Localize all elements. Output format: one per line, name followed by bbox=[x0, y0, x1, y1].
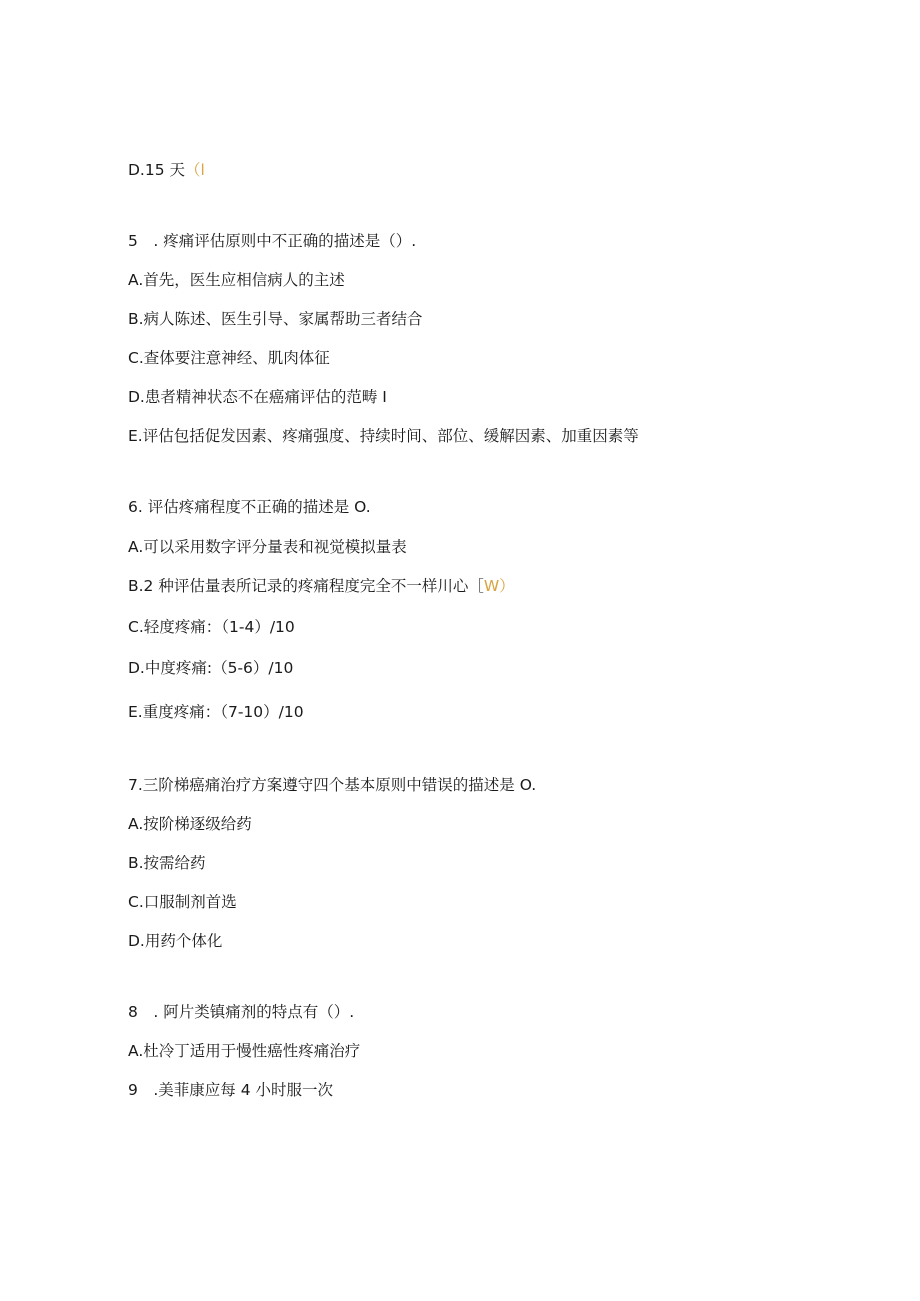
option-line: B.按需给药 bbox=[128, 854, 206, 872]
question-line: 5 . 疼痛评估原则中不正确的描述是（）. bbox=[128, 232, 417, 250]
option-line: D.15 天（l bbox=[128, 161, 205, 179]
option-line: B.病人陈述、医生引导、家属帮助三者结合 bbox=[128, 310, 423, 328]
option-line: D.用药个体化 bbox=[128, 932, 223, 950]
option-line: A.杜冷丁适用于慢性癌性疼痛治疗 bbox=[128, 1042, 361, 1060]
option-line: A.首先，医生应相信病人的主述 bbox=[128, 271, 345, 289]
option-line: C.口服制剂首选 bbox=[128, 893, 237, 911]
question-line: 9 .美菲康应每 4 小时服一次 bbox=[128, 1081, 334, 1099]
option-line: E.重度疼痛：（7-10）/10 bbox=[128, 703, 304, 721]
option-line: C.查体要注意神经、肌肉体征 bbox=[128, 349, 330, 367]
option-line: A.可以采用数字评分量表和视觉模拟量表 bbox=[128, 538, 407, 556]
question-line: 8 . 阿片类镇痛剂的特点有（）. bbox=[128, 1003, 355, 1021]
option-line: C.轻度疼痛：（1-4）/10 bbox=[128, 618, 295, 636]
option-line: D.中度疼痛:（5-6）/10 bbox=[128, 659, 294, 677]
option-line: D.患者精神状态不在癌痛评估的范畴 I bbox=[128, 388, 387, 406]
option-line: E.评估包括促发因素、疼痛强度、持续时间、部位、缓解因素、加重因素等 bbox=[128, 427, 639, 445]
question-line: 7.三阶梯癌痛治疗方案遵守四个基本原则中错误的描述是 O. bbox=[128, 776, 537, 794]
option-line: B.2 种评估量表所记录的疼痛程度完全不一样川心［W） bbox=[128, 577, 515, 595]
option-line: A.按阶梯逐级给药 bbox=[128, 815, 252, 833]
question-line: 6. 评估疼痛程度不正确的描述是 O. bbox=[128, 498, 371, 516]
